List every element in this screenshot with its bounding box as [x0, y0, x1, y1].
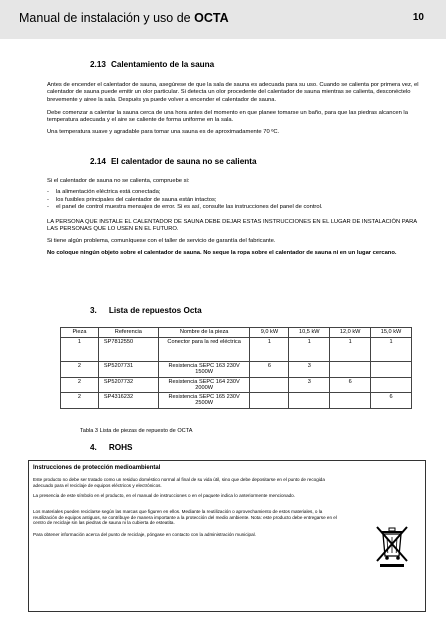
table-cell: 6 [371, 393, 412, 409]
column-header: 15,0 kW [371, 328, 412, 338]
section-3-heading: 3. Lista de repuestos Octa [90, 306, 202, 315]
spare-parts-table [60, 327, 412, 409]
list-item: - la alimentación eléctrica está conectada; [47, 189, 427, 197]
warning-paragraph: No coloque ningún objeto sobre el calentador de sauna. No seque la ropa sobre el calentador de sauna ni en un lugar cercano. [47, 250, 397, 256]
table-cell [330, 362, 371, 378]
paragraph: Una temperatura suave y agradable para tomar una sauna es de aproximadamente 70 ºC. [47, 129, 280, 135]
column-header: Pieza [61, 328, 99, 338]
table-caption: Tabla 3 Lista de piezas de repuesto de OCTA [80, 428, 193, 434]
table-cell: 2 [61, 393, 99, 409]
section-2-13-heading: 2.13 Calentamiento de la sauna [90, 60, 215, 69]
table-cell [250, 393, 289, 409]
page-number: 10 [412, 12, 424, 23]
product-name: OCTA [194, 11, 229, 25]
table-cell: 1 [371, 338, 412, 362]
table-cell: SP5207732 [98, 377, 158, 393]
column-header: 10,5 kW [289, 328, 330, 338]
column-header: Nombre de la pieza [158, 328, 250, 338]
paragraph: Debe comenzar a calentar la sauna cerca de una hora antes del momento en que planee tomarse un baño, para que las piedras alcancen la temperatura adecuada y el aire se caliente de forma uniforme en la sala. [47, 110, 408, 124]
table-row [61, 393, 412, 409]
paragraph: Si el calentador de sauna no se calienta, compruebe si: [47, 178, 190, 184]
table-cell [330, 393, 371, 409]
table-row [61, 362, 412, 378]
page-header [0, 0, 446, 39]
table-cell: SP5207731 [98, 362, 158, 378]
table-cell: Resistencia SEPC 164 230V 2000W [158, 377, 250, 393]
table-cell [250, 377, 289, 393]
section-2-14-heading: 2.14 El calentador de sauna no se calienta [90, 157, 257, 166]
paragraph: LA PERSONA QUE INSTALE EL CALENTADOR DE SAUNA DEBE DEJAR ESTAS INSTRUCCIONES EN EL LUGAR DE INSTALACIÓN PARA LAS PERSONAS QUE LO USEN EN EL FUTURO. [47, 219, 417, 233]
crossed-out-bin-icon [371, 523, 413, 569]
table-cell: SP7812550 [98, 338, 158, 362]
paragraph: La presencia de este símbolo en el producto, en el manual de instrucciones o en el paquete indica lo anteriormente mencionado. [33, 493, 296, 498]
paragraph: Antes de encender el calentador de sauna, asegúrese de que la sala de sauna es adecuada para su uso. Cuando se calienta por primera vez, el calentador de sauna puede emitir un olor particular. Si detecta un olor procedente del calentador de sauna mientras se calienta, desconéctelo brevemente y airee la sala. Después ya puede volver a encender el calentador de sauna. [47, 82, 419, 103]
table-cell: 1 [330, 338, 371, 362]
table-cell [371, 362, 412, 378]
table-cell: 1 [250, 338, 289, 362]
paragraph: Si tiene algún problema, comuníquese con el taller de servicio de garantía del fabricante. [47, 238, 276, 244]
list-item: - los fusibles principales del calentador de sauna están intactos; [47, 197, 427, 205]
list-item: - el panel de control muestra mensajes de error. Si es así, consulte las instrucciones del panel de control. [47, 204, 427, 212]
notice-title: Instrucciones de protección medioambiental [33, 465, 161, 471]
table-cell: 1 [289, 338, 330, 362]
table-cell: Resistencia SEPC 163 230V 1500W [158, 362, 250, 378]
column-header: 12,0 kW [330, 328, 371, 338]
table-cell: 2 [61, 377, 99, 393]
paragraph: Para obtener información acerca del punto de reciclaje, póngase en contacto con la administración municipal. [33, 532, 256, 537]
table-cell [371, 377, 412, 393]
table-row [61, 338, 412, 362]
table-cell: 1 [61, 338, 99, 362]
table-cell: Resistencia SEPC 165 230V 2500W [158, 393, 250, 409]
table-cell: 2 [61, 362, 99, 378]
table-row [61, 377, 412, 393]
table-cell: 3 [289, 377, 330, 393]
table-header-row [61, 328, 412, 338]
manual-title: Manual de instalación y uso de OCTA [19, 11, 229, 25]
checklist [47, 189, 427, 212]
paragraph: Los materiales pueden reciclarse según las marcas que figuren en ellos. Mediante la reutilización o aprovechamiento de estos materiales, o la reutilización de equipos antiguos, se contribuye de manera importante a la protección del medio ambiente. Nota: este producto debe entregarse en el centro de reciclaje sin las piedras de sauna ni la cubierta de esteatita. [33, 509, 337, 526]
table-cell: Conector para la red eléctrica [158, 338, 250, 362]
table-cell: 6 [250, 362, 289, 378]
column-header: Referencia [98, 328, 158, 338]
table-cell: 3 [289, 362, 330, 378]
table-cell [289, 393, 330, 409]
table-cell: 6 [330, 377, 371, 393]
table-cell: SP4316232 [98, 393, 158, 409]
paragraph: Este producto no debe ser tratado como un residuo doméstico normal al final de su vida útil, sino que debe depositarse en el punto de recogida adecuado para el reciclaje de equipos eléctricos y electrónicos. [33, 477, 325, 488]
environment-notice-box [28, 460, 426, 612]
section-4-heading: 4. ROHS [90, 443, 133, 452]
column-header: 9,0 kW [250, 328, 289, 338]
